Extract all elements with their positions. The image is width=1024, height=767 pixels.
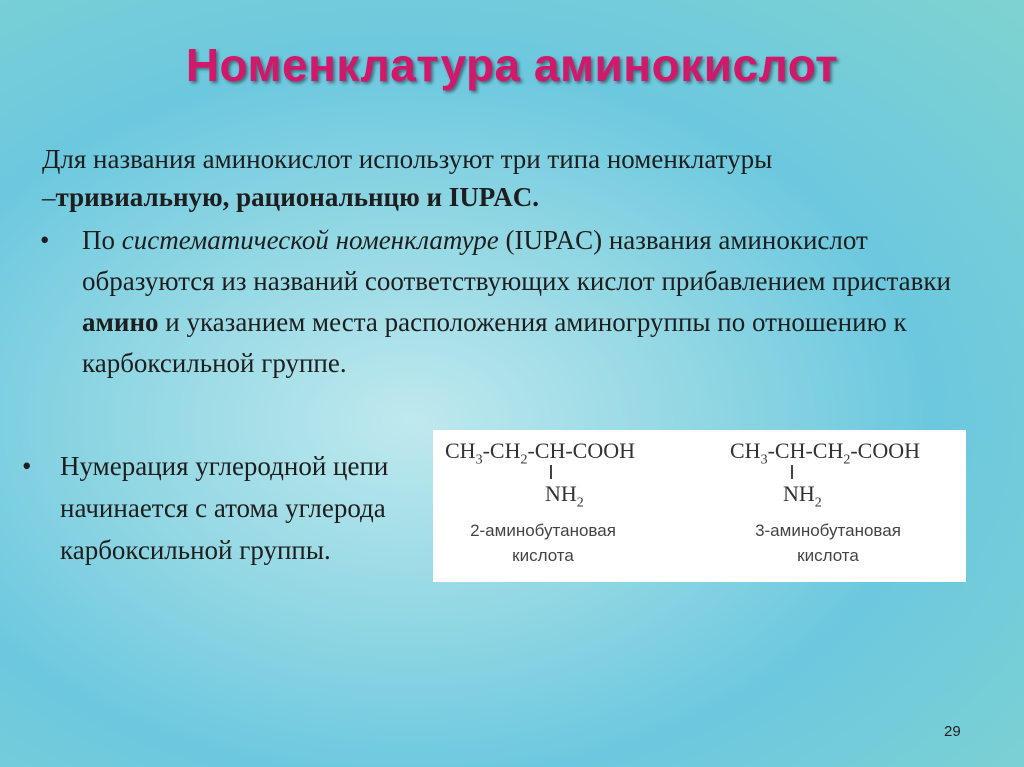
amino-group: $NH_2$ [545,481,584,511]
intro-bold: тривиальную, рациональнцю и IUPAC. [55,182,540,212]
amino-group: $NH_2$ [783,481,822,511]
bond-line [550,465,552,479]
formula-caption: 2-аминобутановая кислота [470,521,616,565]
bullet-dot: • [22,451,32,481]
bullet1-bold: амино [82,307,159,337]
bond-line [791,465,793,479]
formula-2-aminobutanoic: $CH_3-CH_2-CH$-COOH [445,438,636,468]
intro-dash: – [42,182,56,212]
intro-paragraph [42,140,992,216]
intro-line1: Для названия аминокислот используют три типа номенклатуры [42,144,773,174]
bullet-numbering-text: Нумерация углеродной цепи начинается с атома углерода карбоксильной группы. [60,451,389,565]
bullet1-italic: систематической номенклатуре [121,225,499,255]
bullet-iupac [40,220,990,384]
bullet-numbering [22,445,422,571]
slide-title: Номенклатура аминокислот [185,39,839,91]
formula-image [433,430,966,582]
bullet-dot: • [40,225,50,255]
page-number: 29 [944,723,961,740]
bullet1-part2: (IUPAC) названия аминокислот образуются из названий соответствующих кислот прибавлением приставки [82,225,951,296]
bullet-iupac-text [82,220,990,384]
bullet1-part3: и указанием места расположения аминогруппы по отношению к карбоксильной группе. [82,307,907,378]
formula-3-aminobutanoic: $CH_3-CH-CH_2$-COOH [730,438,921,468]
bullet1-part1: По [82,225,122,255]
formula-caption: 3-аминобутановая кислота [755,521,901,565]
